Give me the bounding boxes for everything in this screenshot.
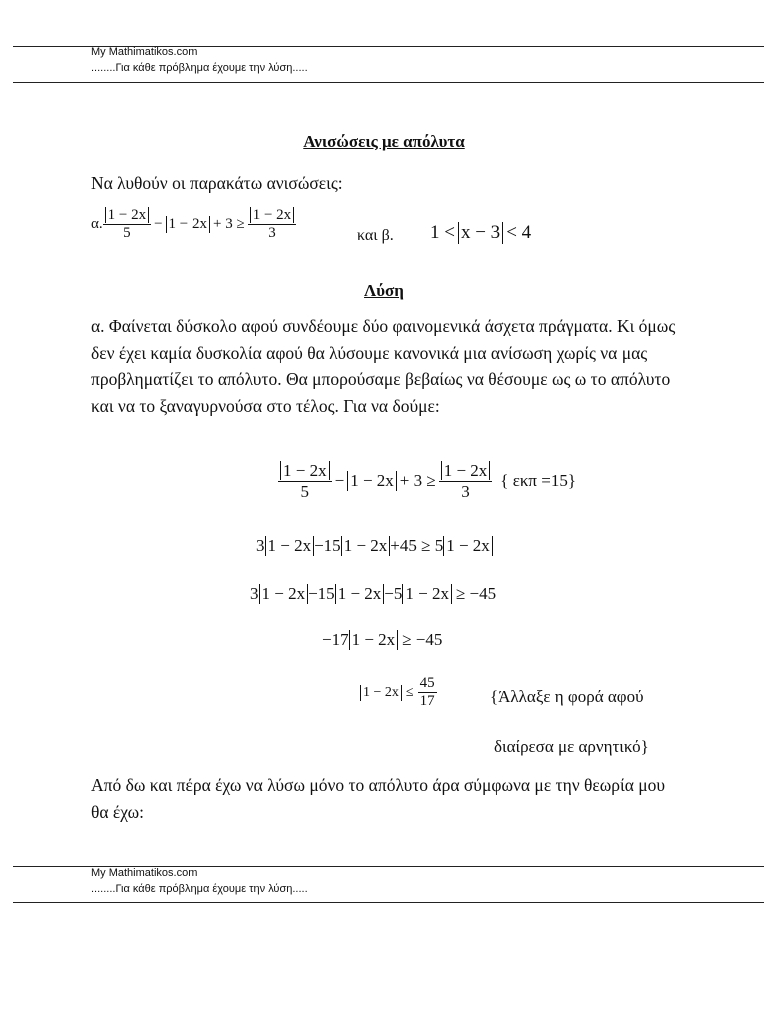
step-1 <box>278 461 576 501</box>
step-2-a3: 1 − 2x <box>443 536 493 556</box>
step-1-frac1 <box>278 461 332 501</box>
step-1-frac2-den: 3 <box>461 481 470 501</box>
step-5-rel: ≤ <box>405 684 414 700</box>
step-3-c3: −5 <box>384 584 403 603</box>
problem-a <box>91 207 296 243</box>
problem-a-frac2-num: 1 − 2x <box>250 207 294 223</box>
step-5 <box>360 675 437 711</box>
step-5-note-line2: διαίρεσα με αρνητικό} <box>494 737 649 756</box>
footer-bottom-rule <box>13 902 764 903</box>
step-1-frac1-den: 5 <box>300 481 310 501</box>
step-2 <box>256 536 493 556</box>
footer-tagline: ........Για κάθε πρόβλημα έχουμε την λύση..... <box>91 883 308 895</box>
step-2-c3: +45 ≥ 5 <box>390 536 444 555</box>
step-5-frac <box>418 675 437 711</box>
step-1-minus: − <box>334 471 345 491</box>
and-b-label: και β. <box>357 227 394 244</box>
problem-a-abs: 1 − 2x <box>166 216 210 233</box>
problem-a-frac1-den: 5 <box>123 225 131 242</box>
header-site: My Mathimatikos.com <box>91 46 198 58</box>
step-3-c2: −15 <box>308 584 335 603</box>
solution-title: Λύση <box>364 281 404 300</box>
step-2-a1: 1 − 2x <box>265 536 315 556</box>
step-3-a3: 1 − 2x <box>402 584 452 604</box>
step-3-a2: 1 − 2x <box>335 584 385 604</box>
step-5-num: 45 <box>419 675 435 691</box>
problem-a-label: α. <box>91 216 103 233</box>
step-4-c2: ≥ −45 <box>402 630 443 649</box>
problem-b <box>430 222 531 244</box>
step-2-a2: 1 − 2x <box>341 536 391 556</box>
solution-paragraph: α. Φαίνεται δύσκολο αφού συνδέουμε δύο φαινομενικά άσχετα πράγματα. Κι όμως δεν έχει καμία δυσκολία αφού θα λύσουμε κανονικά μια ανίσωση χωρίς να μας προβληματίζει το απόλυτο. Θα μπορούσαμε βεβαίως να θέσουμε ως ω το απόλυτο και να το ξαναγυρνούσα στο τέλος. Για να δούμε: <box>91 316 676 416</box>
header-tagline: ........Για κάθε πρόβλημα έχουμε την λύση..... <box>91 62 308 74</box>
problem-b-abs: x − 3 <box>458 222 503 244</box>
problem-b-left: 1 < <box>430 222 455 243</box>
step-1-frac2-num: 1 − 2x <box>441 461 491 480</box>
page-title: Ανισώσεις με απόλυτα <box>303 132 465 151</box>
step-1-abs: 1 − 2x <box>347 471 397 491</box>
problem-a-frac2-den: 3 <box>268 225 276 242</box>
step-4-c1: −17 <box>322 630 349 649</box>
step-4 <box>322 630 442 650</box>
footer-site: My Mathimatikos.com <box>91 867 198 879</box>
step-1-rest: + 3 ≥ <box>399 471 436 491</box>
step-1-note: { εκπ =15} <box>500 471 576 491</box>
step-2-c1: 3 <box>256 536 265 555</box>
step-3-c1: 3 <box>250 584 259 603</box>
step-1-frac1-num: 1 − 2x <box>280 461 330 480</box>
step-1-frac2 <box>439 461 493 501</box>
step-3-a1: 1 − 2x <box>259 584 309 604</box>
step-2-c2: −15 <box>314 536 341 555</box>
problem-a-frac1 <box>103 207 151 243</box>
problem-b-right: < 4 <box>506 222 532 243</box>
problem-a-frac1-num: 1 − 2x <box>105 207 149 223</box>
step-4-a1: 1 − 2x <box>349 630 399 650</box>
step-5-note-line1: {Άλλαξε η φορά αφού <box>490 687 644 706</box>
step-5-den: 17 <box>419 693 435 710</box>
header-bottom-rule <box>13 82 764 83</box>
closing-paragraph: Από δω και πέρα έχω να λύσω μόνο το απόλυτο άρα σύμφωνα με την θεωρία μου θα έχω: <box>91 775 666 822</box>
step-3-c4: ≥ −45 <box>455 584 497 603</box>
problem-a-rest: + 3 ≥ <box>213 216 245 233</box>
step-3 <box>250 584 496 604</box>
step-5-a1: 1 − 2x <box>360 685 402 701</box>
problem-a-frac2 <box>248 207 296 243</box>
problem-a-minus: − <box>154 216 163 233</box>
intro-text: Να λυθούν οι παρακάτω ανισώσεις: <box>91 173 343 193</box>
